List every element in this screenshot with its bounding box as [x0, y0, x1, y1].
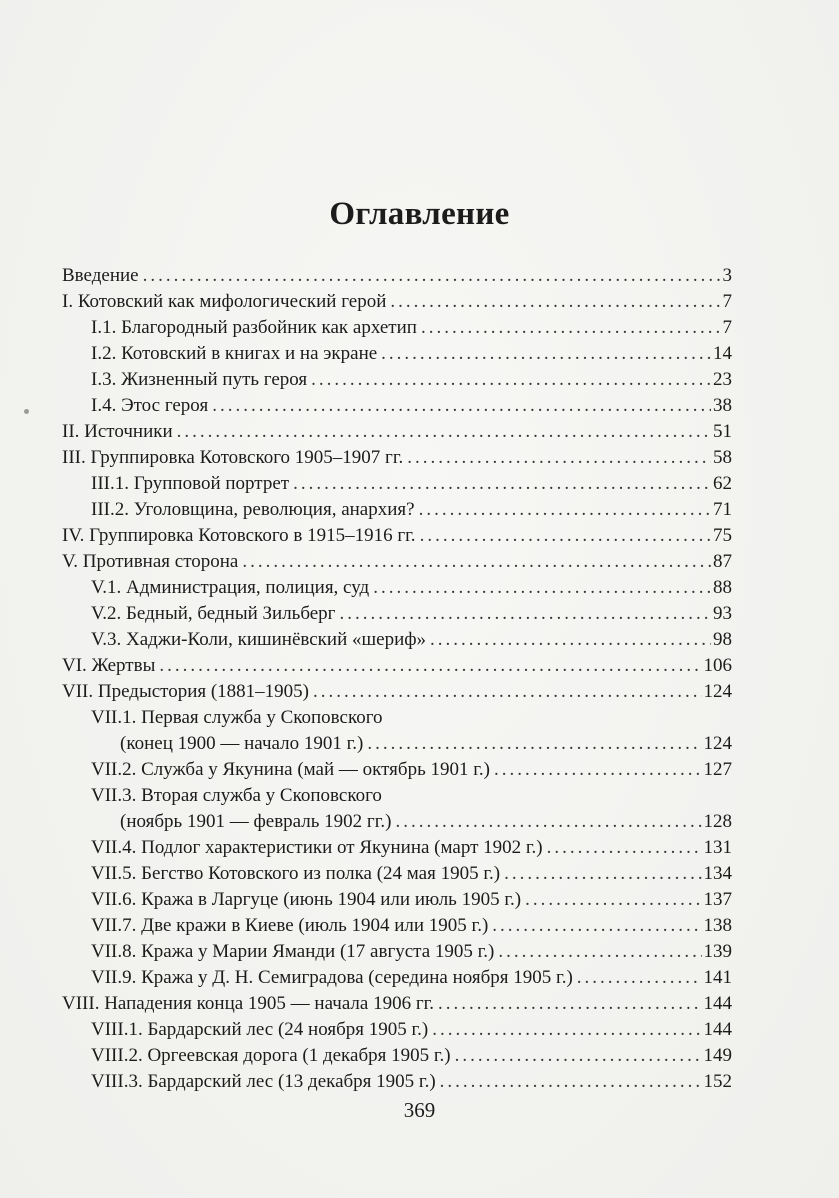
toc-section-entry: [62, 757, 732, 783]
toc-entry: [62, 783, 732, 809]
dot-leader: [492, 913, 701, 939]
toc-entry-page: 62: [713, 473, 732, 494]
toc-entry-title: I.4. Этос героя: [91, 395, 209, 416]
dot-leader: [381, 341, 711, 367]
toc-entry-page: 149: [703, 1045, 732, 1066]
toc-section-entry: [62, 965, 732, 991]
toc-entry-title: IV. Группировка Котовского в 1915–1916 гг.: [62, 525, 416, 546]
toc-entry-page: 93: [713, 603, 732, 624]
toc-chapter-entry: [62, 653, 732, 679]
dot-leader: [313, 679, 701, 705]
dot-leader: [577, 965, 702, 991]
toc-entry-title: VII.6. Кража в Ларгуце (июнь 1904 или июль 1905 г.): [91, 889, 522, 910]
dot-leader: [373, 575, 711, 601]
toc-entry: [62, 705, 732, 731]
toc-entry-page: 88: [713, 577, 732, 598]
toc-entry-title: VII.9. Кража у Д. Н. Семиградова (середина ноября 1905 г.): [91, 967, 573, 988]
toc-entry-title: VII.2. Служба у Якунина (май — октябрь 1901 г.): [91, 759, 490, 780]
toc-entry-page: 75: [713, 525, 732, 546]
table-of-contents: [62, 263, 732, 1095]
dot-leader: [430, 627, 711, 653]
toc-entry-title-continuation: (конец 1900 — начало 1901 г.): [120, 733, 364, 754]
toc-entry-page: 138: [703, 915, 732, 936]
toc-entry-title: V.1. Администрация, полиция, суд: [91, 577, 370, 598]
toc-section-entry: [62, 1069, 732, 1095]
toc-entry-page: 124: [703, 733, 732, 754]
toc-chapter-entry: [62, 445, 732, 471]
toc-entry-title: III. Группировка Котовского 1905–1907 гг.: [62, 447, 404, 468]
toc-entry-page: 152: [703, 1071, 732, 1092]
toc-entry-title: III.2. Уголовщина, революция, анархия?: [91, 499, 415, 520]
dot-leader: [498, 939, 701, 965]
toc-section-entry: [62, 913, 732, 939]
toc-section-entry: [62, 1017, 732, 1043]
dot-leader: [212, 393, 711, 419]
toc-section-entry: [62, 367, 732, 393]
toc-entry-title: III.1. Групповой портрет: [91, 473, 290, 494]
toc-entry-page: 141: [703, 967, 732, 988]
page-title: Оглавление: [329, 196, 510, 232]
toc-entry-page: 58: [713, 447, 732, 468]
toc-entry-page: 71: [713, 499, 732, 520]
toc-entry-page: 23: [713, 369, 732, 390]
ink-spot: [24, 409, 29, 414]
toc-section-entry: [62, 575, 732, 601]
toc-section-entry: [62, 627, 732, 653]
toc-entry-page: 14: [713, 343, 732, 364]
toc-entry-title: I.2. Котовский в книгах и на экране: [91, 343, 378, 364]
toc-entry-page: 131: [703, 837, 732, 858]
toc-entry-title: VII.8. Кража у Марии Яманди (17 августа 1905 г.): [91, 941, 495, 962]
toc-entry-title: I.1. Благородный разбойник как архетип: [91, 317, 417, 338]
toc-entry-title-continuation: (ноябрь 1901 — февраль 1902 гг.): [120, 811, 392, 832]
toc-entry-page: 127: [703, 759, 732, 780]
dot-leader: [420, 523, 711, 549]
toc-entry-page: 139: [703, 941, 732, 962]
toc-entry-title: V. Противная сторона: [62, 551, 239, 572]
toc-section-entry: [62, 315, 732, 341]
dot-leader: [143, 263, 721, 289]
toc-entry-page: 124: [703, 681, 732, 702]
toc-entry-page: 128: [703, 811, 732, 832]
toc-entry-title: VII.3. Вторая служба у Скоповского: [91, 785, 382, 806]
toc-entry-title: VII.4. Подлог характеристики от Якунина (март 1902 г.): [91, 837, 543, 858]
toc-entry-page: 144: [703, 1019, 732, 1040]
toc-entry-page: 87: [713, 551, 732, 572]
dot-leader: [432, 1017, 701, 1043]
toc-entry-title: II. Источники: [62, 421, 173, 442]
toc-entry-page: 106: [703, 655, 732, 676]
toc-chapter-entry: [62, 549, 732, 575]
toc-entry-continuation: [62, 731, 732, 757]
toc-entry-page: 7: [722, 317, 732, 338]
toc-entry-title: VIII.1. Бардарский лес (24 ноября 1905 г.): [91, 1019, 429, 1040]
toc-section-entry: [62, 393, 732, 419]
dot-leader: [547, 835, 702, 861]
dot-leader: [438, 991, 701, 1017]
dot-leader: [455, 1043, 702, 1069]
toc-section-entry: [62, 887, 732, 913]
toc-chapter-entry: [62, 991, 732, 1017]
dot-leader: [421, 315, 721, 341]
dot-leader: [339, 601, 711, 627]
toc-entry-title: Введение: [62, 265, 139, 286]
dot-leader: [525, 887, 701, 913]
toc-chapter-entry: [62, 263, 732, 289]
toc-section-entry: [62, 341, 732, 367]
dot-leader: [390, 289, 720, 315]
toc-entry-title: V.3. Хаджи-Коли, кишинёвский «шериф»: [91, 629, 427, 650]
dot-leader: [494, 757, 702, 783]
page-number: 369: [403, 1098, 436, 1122]
toc-entry-title: V.2. Бедный, бедный Зильберг: [91, 603, 336, 624]
dot-leader: [159, 653, 701, 679]
toc-entry-continuation: [62, 809, 732, 835]
toc-section-entry: [62, 939, 732, 965]
toc-section-entry: [62, 497, 732, 523]
dot-leader: [419, 497, 711, 523]
dot-leader: [177, 419, 711, 445]
dot-leader: [395, 809, 701, 835]
toc-entry-title: VII.5. Бегство Котовского из полка (24 мая 1905 г.): [91, 863, 501, 884]
toc-chapter-entry: [62, 419, 732, 445]
dot-leader: [440, 1069, 702, 1095]
toc-chapter-entry: [62, 523, 732, 549]
toc-entry-title: VIII.2. Оргеевская дорога (1 декабря 1905 г.): [91, 1045, 451, 1066]
toc-section-entry: [62, 601, 732, 627]
toc-entry-title: VI. Жертвы: [62, 655, 156, 676]
dot-leader: [407, 445, 711, 471]
toc-entry-page: 137: [703, 889, 732, 910]
toc-entry-page: 38: [713, 395, 732, 416]
dot-leader: [504, 861, 701, 887]
dot-leader: [242, 549, 711, 575]
toc-entry-page: 3: [722, 265, 732, 286]
toc-entry-title: VII. Предыстория (1881–1905): [62, 681, 310, 702]
dot-leader: [293, 471, 711, 497]
toc-section-entry: [62, 835, 732, 861]
toc-entry-page: 7: [722, 291, 732, 312]
toc-entry-page: 144: [703, 993, 732, 1014]
toc-section-entry: [62, 861, 732, 887]
toc-entry-title: VII.1. Первая служба у Скоповского: [91, 707, 383, 728]
toc-entry-page: 51: [713, 421, 732, 442]
toc-entry-page: 134: [703, 863, 732, 884]
toc-entry-title: VIII. Нападения конца 1905 — начала 1906 гг.: [62, 993, 435, 1014]
toc-section-entry: [62, 1043, 732, 1069]
toc-entry-title: I. Котовский как мифологический герой: [62, 291, 387, 312]
dot-leader: [367, 731, 701, 757]
toc-chapter-entry: [62, 289, 732, 315]
toc-entry-title: VIII.3. Бардарский лес (13 декабря 1905 г.): [91, 1071, 436, 1092]
toc-entry-title: I.3. Жизненный путь героя: [91, 369, 308, 390]
toc-section-entry: [62, 471, 732, 497]
dot-leader: [311, 367, 711, 393]
toc-chapter-entry: [62, 679, 732, 705]
toc-entry-page: 98: [713, 629, 732, 650]
toc-entry-title: VII.7. Две кражи в Киеве (июль 1904 или 1905 г.): [91, 915, 489, 936]
